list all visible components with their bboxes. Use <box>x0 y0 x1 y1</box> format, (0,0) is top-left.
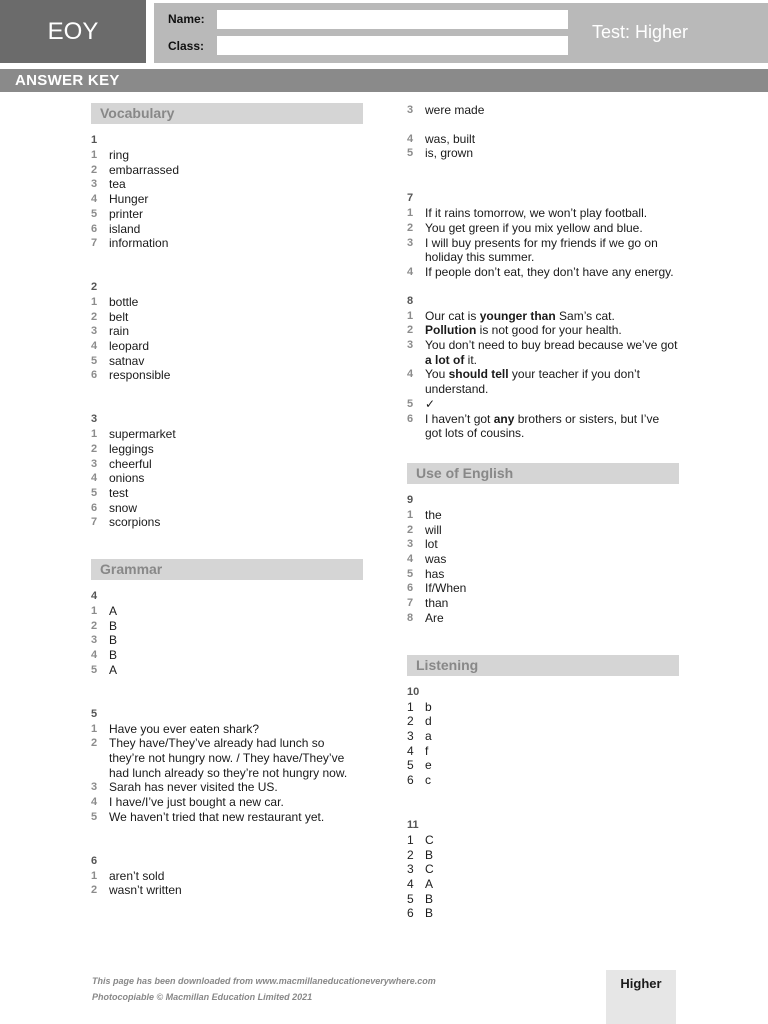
list-item: 7 scorpions <box>91 515 161 530</box>
exercise-11 <box>407 818 679 921</box>
list-item: 6 island <box>91 221 141 236</box>
list-item: 5 is, grown <box>407 146 474 161</box>
list-item: 3 cheerful <box>91 456 152 471</box>
section-use-of-english: Use of English <box>407 463 679 484</box>
name-field[interactable] <box>217 10 568 29</box>
list-item: 2 Pollution is not good for your health. <box>407 323 622 338</box>
exercise-number: 3 <box>91 413 98 426</box>
list-item: 2 belt <box>91 309 129 324</box>
list-item: 2 wasn’t written <box>91 883 182 898</box>
list-item: 4 Hunger <box>91 192 149 207</box>
list-item: 5 printer <box>91 206 144 221</box>
list-item: 6 I haven’t got any brothers or sisters, but I’ve got lots of cousins. <box>407 411 660 441</box>
list-item: 4 was <box>407 552 447 567</box>
list-item: 1 the <box>407 507 442 522</box>
list-item: 1 If it rains tomorrow, we won’t play football. <box>407 206 648 221</box>
list-item: 6 responsible <box>91 368 171 383</box>
eoy-label: EOY <box>0 0 146 63</box>
exercise-number: 7 <box>407 192 414 205</box>
list-item: 7 than <box>407 596 449 611</box>
list-item: 2 d <box>407 714 432 729</box>
list-item: 3 Sarah has never visited the US. <box>91 780 278 795</box>
list-item: 5 satnav <box>91 353 145 368</box>
exercise-number: 8 <box>407 294 414 307</box>
exercise-9 <box>407 493 679 626</box>
test-level: Test: Higher <box>592 22 689 42</box>
exercise-number: 1 <box>91 134 98 146</box>
list-item: 7 information <box>91 236 169 251</box>
class-field[interactable] <box>217 36 568 55</box>
check-mark-icon: ✓ <box>425 396 436 411</box>
list-item: 2 B <box>407 847 434 862</box>
list-item: 1 Our cat is younger than Sam’s cat. <box>407 308 615 323</box>
list-item: 2 You get green if you mix yellow and blue. <box>407 220 643 235</box>
section-grammar: Grammar <box>91 559 363 580</box>
list-item: 2 They have/They’ve already had lunch so they’re not hungry now. / They have/They’ve had lunch already so they’re not hungry now. <box>91 736 348 780</box>
exercise-number: 11 <box>407 818 419 831</box>
list-item: 3 were made <box>407 103 485 117</box>
list-item: 4 You should tell your teacher if you don’t understand. <box>407 367 641 397</box>
exercise-7 <box>407 191 679 280</box>
list-item: 6 snow <box>91 500 138 515</box>
list-item: 5 B <box>407 891 434 906</box>
section-listening: Listening <box>407 655 679 676</box>
left-column <box>91 103 363 927</box>
exercise-10 <box>407 685 679 788</box>
list-item: 3 B <box>91 633 118 648</box>
exercise-5 <box>91 707 363 825</box>
list-item: 4 I have/I’ve just bought a new car. <box>91 795 284 810</box>
list-item: 3 I will buy presents for my friends if we go on holiday this summer. <box>407 235 658 265</box>
list-item: 4 A <box>407 876 434 891</box>
exercise-number: 6 <box>91 854 98 867</box>
list-item: 5 has <box>407 566 445 581</box>
list-item: 4 leopard <box>91 339 150 354</box>
list-item: 1 ring <box>91 148 130 162</box>
list-item: 8 Are <box>407 610 444 625</box>
list-item: 6 B <box>407 906 434 921</box>
level-badge: Higher <box>606 970 676 1024</box>
answer-key-banner: ANSWER KEY <box>0 69 768 92</box>
list-item: 3 lot <box>407 537 438 552</box>
list-item: 5 A <box>91 662 118 677</box>
exercise-number: 9 <box>407 493 414 506</box>
list-item: 5 We haven’t tried that new restaurant yet. <box>91 809 325 824</box>
list-item: 5 e <box>407 758 432 773</box>
list-item: 6 c <box>407 773 431 788</box>
list-item: 1 supermarket <box>91 427 176 442</box>
exercise-number: 10 <box>407 685 420 698</box>
exercise-2 <box>91 280 363 383</box>
exercise-1 <box>91 133 363 251</box>
right-column <box>407 103 679 950</box>
list-item: 1 b <box>407 699 432 714</box>
list-item: 6 If/When <box>407 581 467 596</box>
list-item: 4 f <box>407 743 429 758</box>
list-item: 2 leggings <box>91 441 154 456</box>
list-item: 3 You don’t need to buy bread because we’ve got a lot of it. <box>407 338 678 367</box>
list-item: 1 A <box>91 604 118 619</box>
list-item: 4 onions <box>91 471 145 486</box>
exercise-number: 5 <box>91 707 98 720</box>
list-item: 3 tea <box>91 177 126 192</box>
list-item: 2 B <box>91 618 118 633</box>
list-item: 3 rain <box>91 324 130 339</box>
list-item: 1 C <box>407 832 434 847</box>
exercise-4 <box>91 589 363 678</box>
footer-download-note: This page has been downloaded from www.macmillaneducationeverywhere.com <box>92 976 436 986</box>
list-item: 1 Have you ever eaten shark? <box>91 721 260 736</box>
list-item: 2 embarrassed <box>91 162 180 177</box>
list-item: 4 B <box>91 648 118 663</box>
exercise-8 <box>407 294 679 441</box>
name-label: Name: <box>168 12 205 26</box>
exercise-number: 2 <box>91 280 98 293</box>
list-item: 5 ✓ <box>407 397 679 412</box>
list-item: 3 a <box>407 728 432 743</box>
exercise-3 <box>91 412 363 530</box>
list-item: 5 test <box>91 485 129 500</box>
list-item: 1 bottle <box>91 294 139 309</box>
list-item: 1 aren’t sold <box>91 868 165 883</box>
list-item: 4 If people don’t eat, they don’t have any energy. <box>407 264 674 279</box>
exercise-number: 4 <box>91 590 98 603</box>
footer-copyright: Photocopiable © Macmillan Education Limited 2021 <box>92 992 313 1002</box>
list-item: 3 C <box>407 862 434 877</box>
exercise-6 <box>91 854 363 898</box>
list-item: 2 will <box>407 522 442 537</box>
class-label: Class: <box>168 39 205 53</box>
list-item: 4 was, built <box>407 131 476 146</box>
section-vocabulary: Vocabulary <box>91 103 363 124</box>
